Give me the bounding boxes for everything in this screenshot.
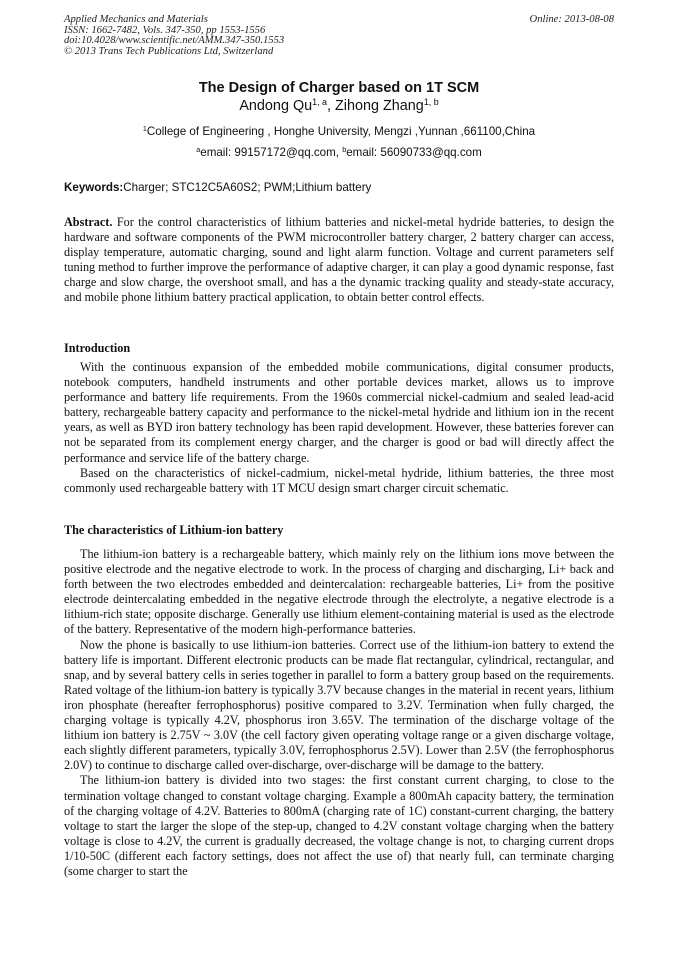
author-superscript: 1, a [312, 97, 327, 108]
journal-name: Applied Mechanics and Materials [64, 14, 208, 25]
author-name: Zihong Zhang [335, 98, 424, 114]
email-superscript: b [342, 145, 347, 155]
keywords [64, 181, 614, 194]
author-line [64, 98, 614, 114]
author-name: Andong Qu [239, 98, 313, 114]
email-line [64, 146, 614, 159]
email-a: email: 99157172@qq.com, [200, 146, 343, 159]
author-superscript: 1, b [423, 97, 439, 108]
abstract-text: For the control characteristics of lithium batteries and nickel-metal hydride batteries, to design the hardware and software components of the PWM microcontroller battery charger, 2 battery charger can access, display temperature, automatic charging, sound and light alarm function. Voltage and current parameters self tuning method to further improve the performance of adaptive charger, it can play a good dynamic response, fast charge and slow charge, the overshoot small, and has a the dynamic tracking quality and steady-state accuracy, and mobile phone lithium battery practical application, to obtain better control effects. [64, 215, 614, 305]
online-date: Online: 2013-08-08 [529, 14, 614, 25]
affiliation-text: College of Engineering , Honghe University, Mengzi ,Yunnan ,661100,China [146, 125, 536, 138]
paper-title: The Design of Charger based on 1T SCM [198, 80, 480, 96]
doi-line: doi:10.4028/www.scientific.net/AMM.347-350.1553 [64, 35, 285, 47]
section-heading-lithium: The characteristics of Lithium-ion battery [64, 523, 284, 537]
lithium-body [64, 547, 614, 879]
abstract [64, 215, 614, 306]
paragraph: The lithium-ion battery is divided into two stages: the first constant current charging, to close to the termination voltage changed to constant voltage charging. Example a 800mAh capacity battery, the termination of the charging voltage of 4.2V. Batteries to 800mA (charging rate of 1C) constant-current charging, the battery voltage to start the larger the slope of the step-up, changed to 4.2V constant voltage charging when the battery voltage is close to 4.2V, the current is gradually decreased, the voltage change is not, to charging current drops 1/10-50C (different each factory settings, does not affect the use of) that nearly full, can terminate charging (some charger to start the [64, 773, 614, 878]
keywords-text: Charger; STC12C5A60S2; PWM;Lithium battery [123, 181, 372, 194]
paragraph: The lithium-ion battery is a rechargeable battery, which mainly rely on the lithium ions move between the positive electrode and the negative electrode to work. In the process of charging and discharging, Li+ back and forth between the two electrodes embedded and deintercalation: rechargeable batteries, Li+ from the positive electrode deintercalating embedded in the negative electrode through the electrolyte, a negative electrode is a lithium-rich state; opposite discharge. Generally use lithium element-containing material is used as the electrode of the battery. Representative of the modern high-performance batteries. [64, 547, 614, 637]
journal-header [64, 15, 284, 57]
copyright-line: © 2013 Trans Tech Publications Ltd, Switzerland [64, 45, 274, 57]
issn-line: ISSN: 1662-7482, Vols. 347-350, pp 1553-1556 [64, 24, 266, 36]
paragraph: With the continuous expansion of the embedded mobile communications, digital consumer products, notebook computers, handheld instruments and other portable devices market, allows us to improve performance and battery life requirements. From the 1960s commercial nickel-cadmium and sealed lead-acid battery, rechargeable battery capacity and performance to the nickel-metal hydride and lithium ion in the recent years, as well as BYD iron battery technology has been rapid development. However, these batteries forever can not be separated from its complement energy charger, and the charger is good or bad will directly affect the performance and service life of the battery charge. [64, 360, 614, 465]
introduction-body [64, 360, 614, 496]
email-b: email: 56090733@qq.com [346, 146, 482, 159]
affiliation [64, 125, 614, 138]
paragraph: Now the phone is basically to use lithium-ion batteries. Correct use of the lithium-ion battery to extend the battery life is important. Different electronic products can be made flat rectangular, cylindrical, rectangular, and snap, and by several battery cells in series together in parallel to form a battery group based on the requirements. Rated voltage of the lithium-ion battery is typically 3.7V because changes in the material in recent years, lithium iron phosphate (hereafter ferrophosphorus) positive compared to 3.2V. Termination when fully charged, the charging voltage is typically 4.2V, phosphorus iron 3.65V. The termination of the discharge voltage of the lithium ion battery is 2.75V ~ 3.0V (the cell factory given operating voltage range or a given discharge voltage, each slightly different parameters, typically 3.0V, ferrophosphorus 2.5V). Lower than 2.5V (the ferrophosphorus 2.0V) to continue to discharge called over-discharge, over-discharge will be damage to the battery. [64, 637, 614, 773]
paragraph: Based on the characteristics of nickel-cadmium, nickel-metal hydride, lithium batteries, the three most commonly used rechargeable battery with 1T MCU design smart charger circuit schematic. [64, 465, 614, 495]
affiliation-superscript: 1 [142, 124, 147, 134]
abstract-label: Abstract. [64, 215, 113, 229]
email-superscript: a [196, 145, 201, 155]
keywords-label: Keywords: [64, 181, 124, 194]
section-heading-introduction: Introduction [64, 341, 131, 355]
abstract-paragraph [64, 215, 614, 306]
author-separator: , [327, 98, 335, 114]
